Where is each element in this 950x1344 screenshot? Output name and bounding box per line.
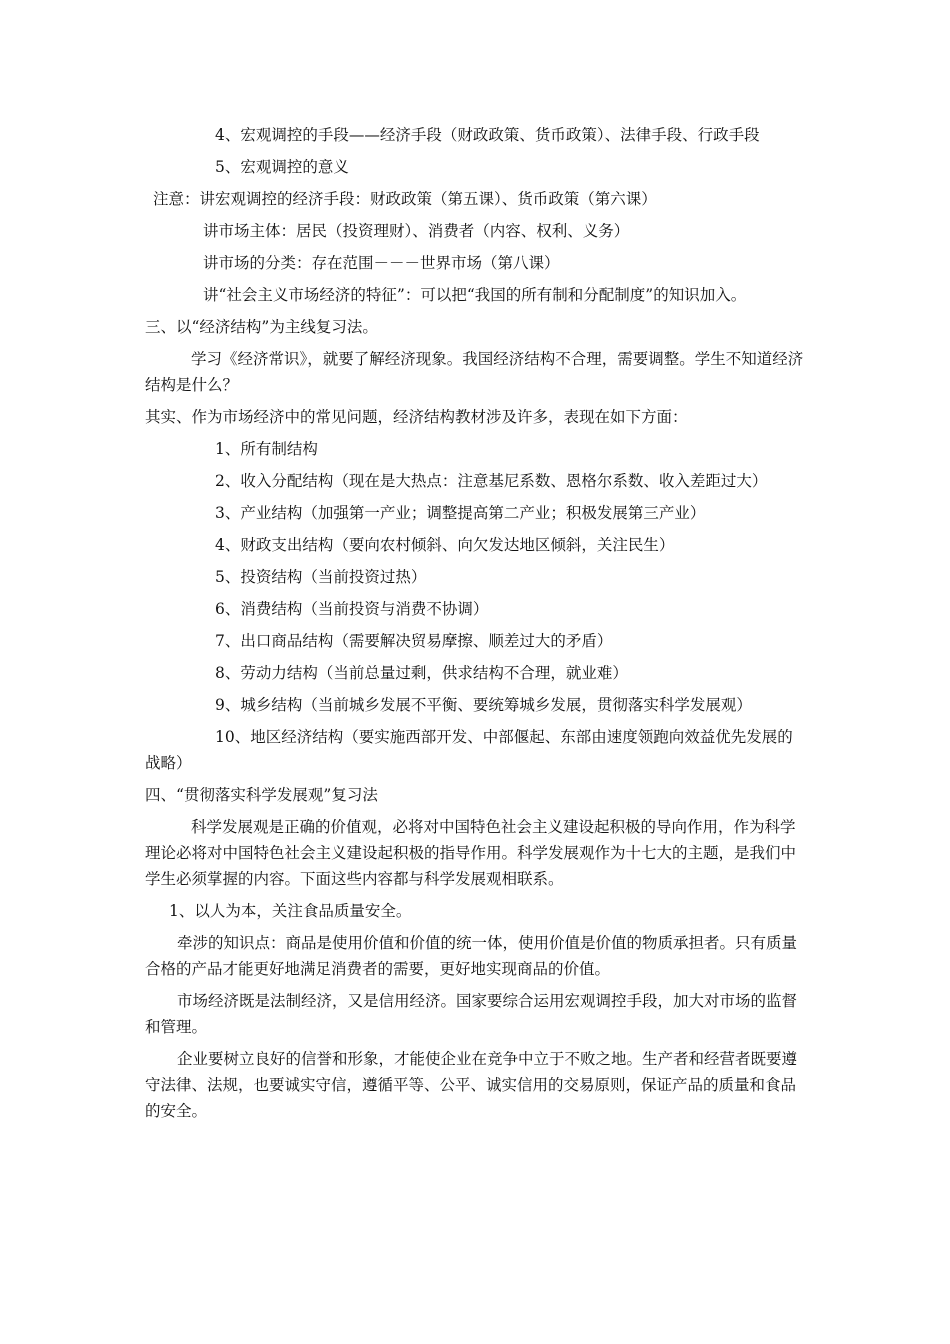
section-heading-scientific-development: 四、“贯彻落实科学发展观”复习法 [145,786,378,804]
list-item-income-distribution: 2、收入分配结构（现在是大热点：注意基尼系数、恩格尔系数、收入差距过大） [215,472,768,490]
paragraph-enterprise-reputation: 企业要树立良好的信誉和形象，才能使企业在竞争中立于不败之地。生产者和经营者既要遵守法律、法规，也要诚实守信，遵循平等、公平、诚实信用的交易原则，保证产品的质量和食品的安全。 [145,1050,798,1120]
paragraph-knowledge-points: 牵涉的知识点：商品是使用价值和价值的统一体，使用价值是价值的物质承担者。只有质量合格的产品才能更好地满足消费者的需要，更好地实现商品的价值。 [145,934,798,978]
list-item-investment-structure: 5、投资结构（当前投资过热） [215,568,427,586]
list-item-consumption-structure: 6、消费结构（当前投资与消费不协调） [215,600,489,618]
note-economic-means: 注意：讲宏观调控的经济手段：财政政策（第五课）、货币政策（第六课） [153,190,657,208]
document-body [145,122,805,1130]
list-item-fiscal-expenditure: 4、财政支出结构（要向农村倾斜、向欠发达地区倾斜，关注民生） [215,536,675,554]
note-market-classification: 讲市场的分类：存在范围－－－世界市场（第八课） [203,254,560,272]
list-item-urban-rural-structure: 9、城乡结构（当前城乡发展不平衡、要统筹城乡发展，贯彻落实科学发展观） [215,696,752,714]
paragraph-market-economy: 市场经济既是法制经济，又是信用经济。国家要综合运用宏观调控手段，加大对市场的监督和管理。 [145,992,798,1036]
list-item-ownership-structure: 1、所有制结构 [215,440,318,458]
list-item-industrial-structure: 3、产业结构（加强第一产业；调整提高第二产业；积极发展第三产业） [215,504,706,522]
section-heading-economic-structure: 三、以“经济结构”为主线复习法。 [145,318,378,336]
paragraph-scientific-development-intro: 科学发展观是正确的价值观，必将对中国特色社会主义建设起积极的导向作用，作为科学理论必将对中国特色社会主义建设起积极的指导作用。科学发展观作为十七大的主题，是我们中学生必须掌握的内容。下面这些内容都与科学发展观相联系。 [145,818,797,888]
note-market-subjects: 讲市场主体：居民（投资理财）、消费者（内容、权利、义务） [203,222,630,240]
list-item-food-safety: 1、以人为本，关注食品质量安全。 [169,902,412,920]
paragraph-economic-structure-aspects: 其实、作为市场经济中的常见问题，经济结构教材涉及许多，表现在如下方面： [145,408,688,426]
list-item-export-structure: 7、出口商品结构（需要解决贸易摩擦、顺差过大的矛盾） [215,632,613,650]
paragraph-economic-structure-intro: 学习《经济常识》，就要了解经济现象。我国经济结构不合理，需要调整。学生不知道经济结构是什么？ [145,350,804,394]
list-item-labor-structure: 8、劳动力结构（当前总量过剩，供求结构不合理，就业难） [215,664,628,682]
paragraph-macro-control-means: 4、宏观调控的手段——经济手段（财政政策、货币政策）、法律手段、行政手段 [215,126,760,144]
paragraph-macro-control-significance: 5、宏观调控的意义 [215,158,349,176]
list-item-regional-structure: 10、地区经济结构（要实施西部开发、中部偃起、东部由速度领跑向效益优先发展的战略） [145,728,793,772]
note-socialist-market-features: 讲“社会主义市场经济的特征”：可以把“我国的所有制和分配制度”的知识加入。 [203,286,747,304]
